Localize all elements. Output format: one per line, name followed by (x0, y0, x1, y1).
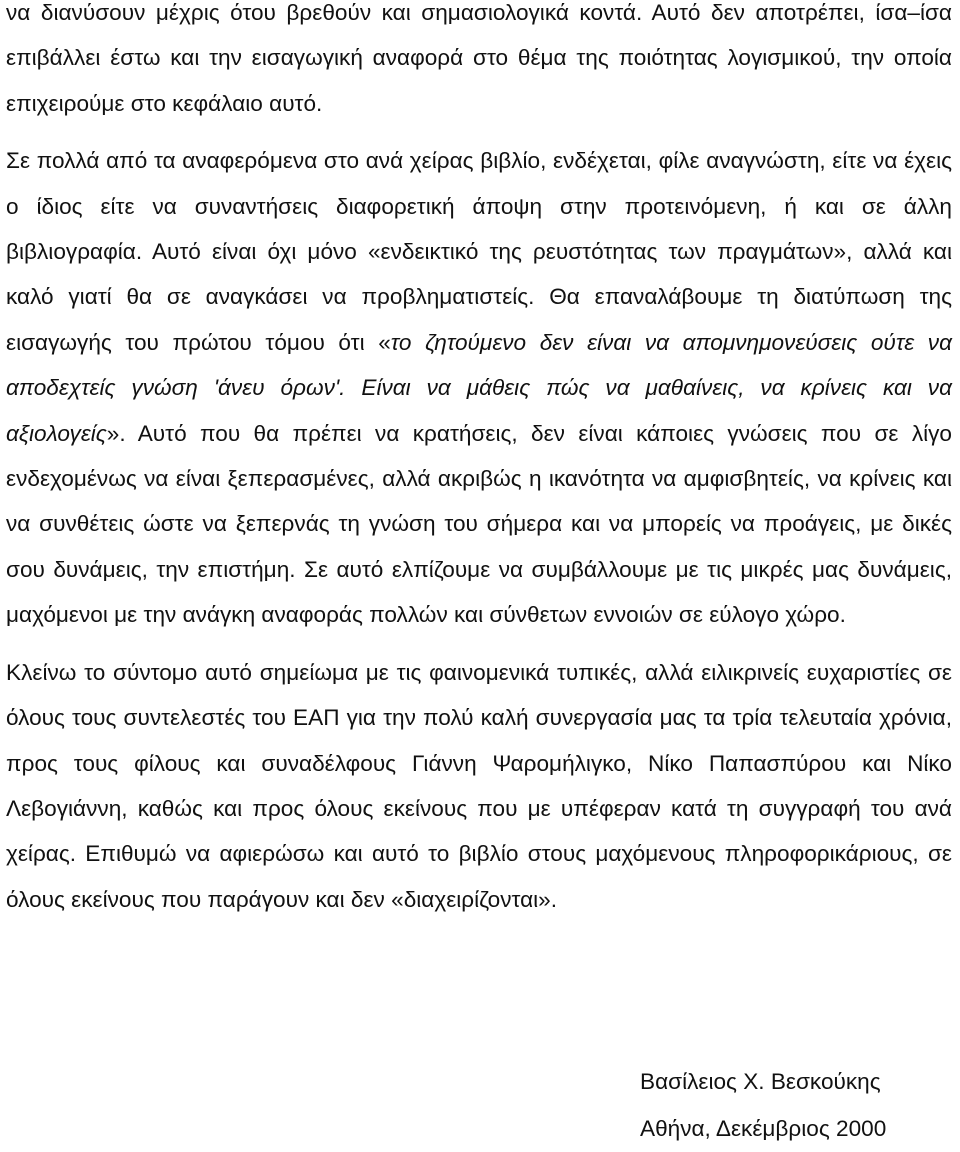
place-date: Αθήνα, Δεκέμβριος 2000 (640, 1116, 887, 1141)
author-name: Βασίλειος Χ. Βεσκούκης (640, 1069, 881, 1094)
paragraph-text: ». Αυτό που θα πρέπει να κρατήσεις, δεν είναι κάποιες γνώσεις που σε λίγο ενδεχομένως να είναι ξεπερασμένες, αλλά ακριβώς η ικανότητα να αμφισβητείς, να κρίνεις και να συνθέτεις ώστε να ξεπερνάς τη γνώση του σήμερα και να μπορείς να προάγεις, με δικές σου δυνάμεις, την επιστήμη. Σε αυτό ελπίζουμε να συμβάλλουμε με τις μικρές μας δυνάμεις, μαχόμενοι με την ανάγκη αναφοράς πολλών και σύνθετων εννοιών σε εύλογο χώρο. (6, 420, 952, 628)
paragraph-reader-note (6, 138, 952, 637)
document-page (6, 0, 952, 922)
paragraph-intro-continuation (6, 0, 952, 126)
paragraph-acknowledgements (6, 650, 952, 922)
paragraph-text: Κλείνω το σύντομο αυτό σημείωμα με τις φαινομενικά τυπικές, αλλά ειλικρινείς ευχαριστίες σε όλους τους συντελεστές του ΕΑΠ για την πολύ καλή συνεργασία μας τα τρία τελευταία χρόνια, προς τους φίλους και συναδέλφους Γιάννη Ψαρομήλιγκο, Νίκο Παπασπύρου και Νίκο Λεβογιάννη, καθώς και προς όλους εκείνους που με υπέφεραν κατά τη συγγραφή του ανά χείρας. Επιθυμώ να αφιερώσω και αυτό το βιβλίο στους μαχόμενους πληροφορικάριους, σε όλους εκείνους που παράγουν και δεν «διαχειρίζονται». (6, 659, 952, 912)
signature-block (640, 1058, 886, 1152)
italic-quote: το ζητούμενο δεν είναι να απομνημονεύσεις ούτε να αποδεχτείς γνώση 'άνευ όρων'. Είναι να μάθεις πώς να μαθαίνεις, να κρίνεις και να αξιολογείς (6, 329, 952, 446)
paragraph-text: να διανύσουν μέχρις ότου βρεθούν και σημασιολογικά κοντά. Αυτό δεν αποτρέπει, ίσα–ίσα επιβάλλει έστω και την εισαγωγική αναφορά στο θέμα της ποιότητας λογισμικού, την οποία επιχειρούμε στο κεφάλαιο αυτό. (6, 0, 952, 116)
paragraph-text: Σε πολλά από τα αναφερόμενα στο ανά χείρας βιβλίο, ενδέχεται, φίλε αναγνώστη, είτε να έχεις ο ίδιος είτε να συναντήσεις διαφορετική άποψη στην προτεινόμενη, ή και σε άλλη βιβλιογραφία. Αυτό είναι όχι μόνο «ενδεικτικό της ρευστότητας των πραγμάτων», αλλά και καλό γιατί θα σε αναγκάσει να προβληματιστείς. Θα επαναλάβουμε τη διατύπωση της εισαγωγής του πρώτου τόμου ότι « (6, 148, 952, 355)
